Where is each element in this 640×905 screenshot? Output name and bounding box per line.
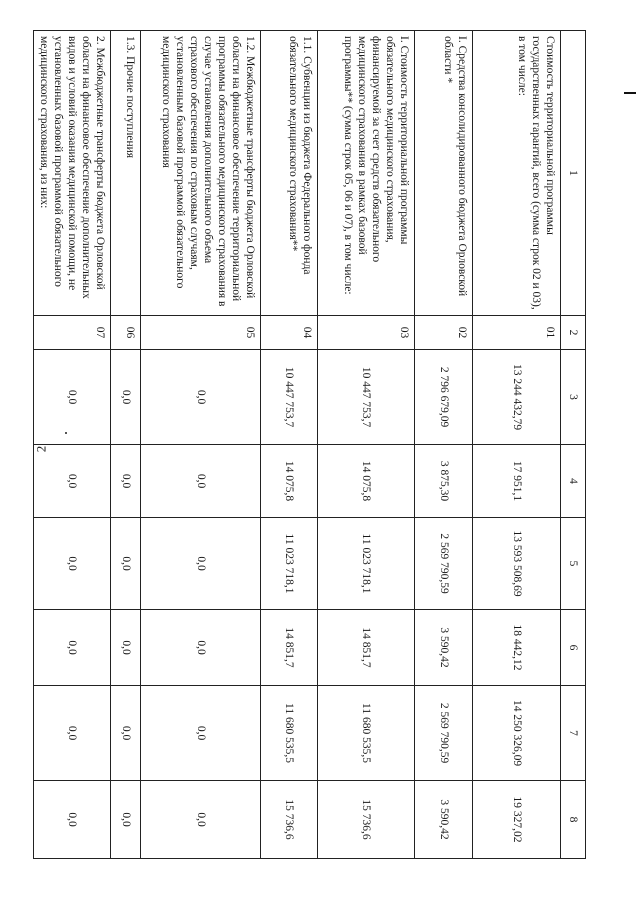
value-cell: 19 327,02 [473,781,561,859]
col-header: 5 [561,518,586,610]
value-cell: 13 593 508,69 [473,518,561,610]
row-name: Стоимость территориальной программы государственных гарантий, всего (сумма строк 02 и 03), в том числе: [473,31,561,316]
value-cell: 0,0 [33,686,110,781]
table-row [318,31,415,859]
value-cell: 0,0 [111,781,141,859]
table-row [415,31,473,859]
value-cell: 3 590,42 [415,610,473,686]
value-cell: 0,0 [111,518,141,610]
value-cell: 0,0 [33,445,110,518]
header-row [561,31,586,859]
value-cell: 10 447 753,7 [318,350,415,445]
table-row [111,31,141,859]
budget-table [33,30,586,859]
value-cell: 2 569 790,59 [415,518,473,610]
value-cell: 10 447 753,7 [261,350,318,445]
col-header: 6 [561,610,586,686]
value-cell: 15 736,6 [261,781,318,859]
row-code: 01 [473,316,561,350]
value-cell: 3 875,30 [415,445,473,518]
row-name: I. Средства консолидированного бюджета Орловской области * [415,31,473,316]
value-cell: 0,0 [141,686,261,781]
row-code: 07 [33,316,110,350]
value-cell: 14 851,7 [261,610,318,686]
value-cell: 11 680 535,5 [261,686,318,781]
table-row [261,31,318,859]
value-cell: 0,0 [111,610,141,686]
value-cell: 17 951,1 [473,445,561,518]
table-row [33,31,110,859]
value-cell: 11 023 718,1 [261,518,318,610]
value-cell: 13 244 432,79 [473,350,561,445]
row-code: 03 [318,316,415,350]
value-cell: 0,0 [111,350,141,445]
row-name: 1.1. Субвенции из бюджета Федерального фонда обязательного медицинского страхования** [261,31,318,316]
value-cell: 0,0 [33,781,110,859]
value-cell: 0,0 [111,445,141,518]
value-cell: 0,0 [141,518,261,610]
value-cell: 14 851,7 [318,610,415,686]
value-cell: 0,0 [141,350,261,445]
table-row [473,31,561,859]
row-name: 1.2. Межбюджетные трансферты бюджета Орловской области на финансовое обеспечение территориальной программы обязательного медицинского страхования в случае установления дополнительного объема страхового обеспечения по страховым случаям, установленным базовой программой обязательного медицинского страхования [141,31,261,316]
table-row [141,31,261,859]
row-code: 05 [141,316,261,350]
value-cell: 11 680 535,5 [318,686,415,781]
col-header: 8 [561,781,586,859]
edge-mark [624,92,636,94]
value-cell: 0,0 [111,686,141,781]
value-cell: 2 796 679,09 [415,350,473,445]
col-header: 4 [561,445,586,518]
value-cell: 0,0 [141,445,261,518]
value-cell: 14 075,8 [318,445,415,518]
budget-table-rotated [33,30,586,858]
value-cell: 2 569 790,59 [415,686,473,781]
row-code: 02 [415,316,473,350]
col-header: 7 [561,686,586,781]
row-code: 04 [261,316,318,350]
value-cell: 18 442,12 [473,610,561,686]
row-name: I. Стоимость территориальной программы обязательного медицинского страхования, финансируемой за счет средств обязательного медицинского страхования в рамках базовой программы** (сумма строк 05, 06 и 07), в том числе: [318,31,415,316]
value-cell: 0,0 [141,610,261,686]
value-cell: 3 590,42 [415,781,473,859]
row-name: 2. Межбюджетные трансферты бюджета Орловской области на финансовое обеспечение дополнительных видов и условий оказания медицинской помощи, не установленных базовой программой обязательного медицинского страхования, из них: [33,31,110,316]
page-number: 2 [33,445,49,453]
col-header: 2 [561,316,586,350]
value-cell: 0,0 [141,781,261,859]
value-cell: 0,0 [33,610,110,686]
value-cell: 0,0 [33,518,110,610]
row-name: 1.3. Прочие поступления [111,31,141,316]
value-cell: 15 736,6 [318,781,415,859]
row-code: 06 [111,316,141,350]
col-header: 1 [561,31,586,316]
value-cell: 14 250 326,09 [473,686,561,781]
col-header: 3 [561,350,586,445]
value-cell: 14 075,8 [261,445,318,518]
value-cell: 11 023 718,1 [318,518,415,610]
value-cell: 0,0 [33,350,110,445]
